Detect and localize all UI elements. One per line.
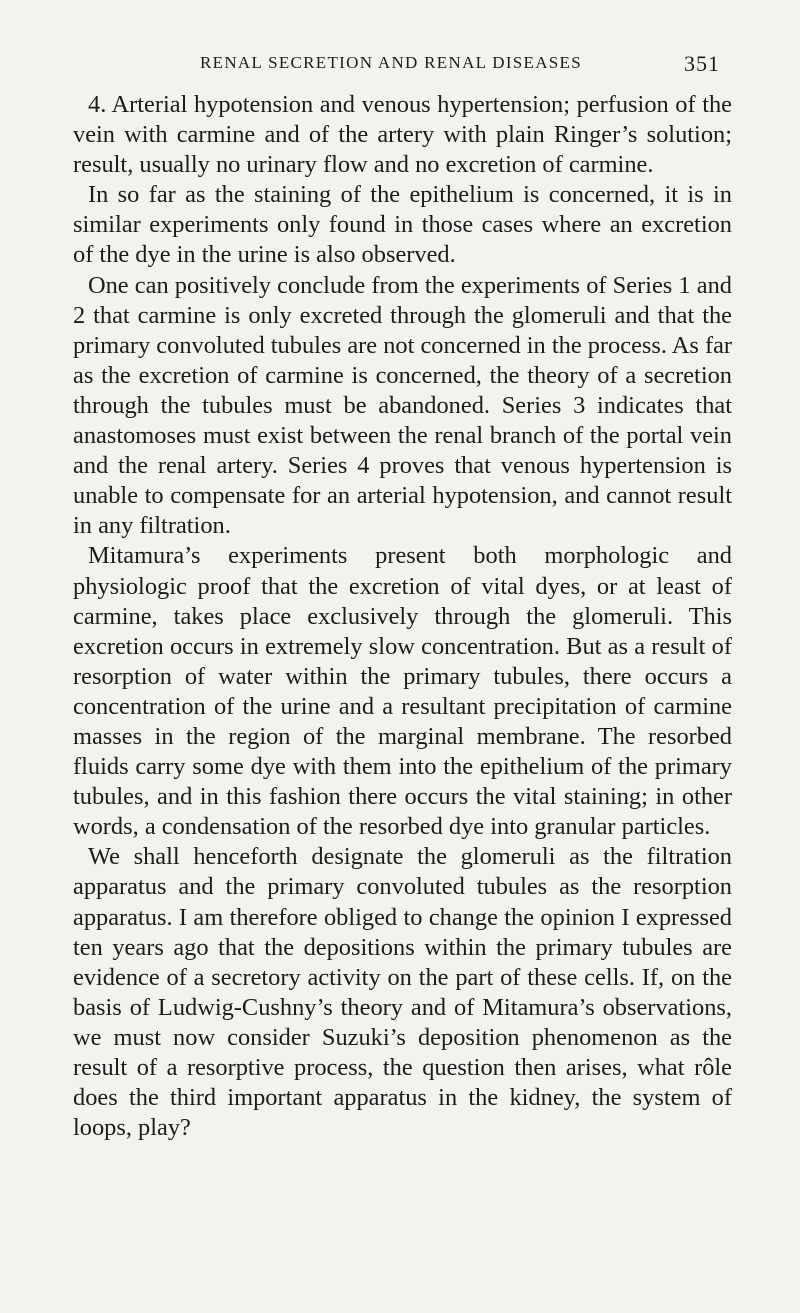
body-text (73, 90, 732, 1143)
page-number: 351 (684, 51, 720, 76)
paragraph-3: One can positively conclude from the experiments of Series 1 and 2 that carmine is only excreted through the glomeruli and that the primary convoluted tubules are not concerned in the process. As far as the excretion of carmine is concerned, the theory of a secretion through the tubules must be abandoned. Series 3 indicates that anastomoses must exist between the renal branch of the portal vein and the renal artery. Series 4 proves that venous hypertension is unable to compensate for an arterial hypotension, and cannot result in any filtration. (73, 271, 733, 540)
paragraph-2: In so far as the staining of the epithelium is concerned, it is in similar experiments only found in those cases where an excretion of the dye in the urine is also observed. (73, 181, 732, 269)
running-head: RENAL SECRETION AND RENAL DISEASES (200, 53, 582, 72)
paragraph-4: Mitamura’s experiments present both morphologic and physiologic proof that the excretion of vital dyes, or at least of carmine, takes place exclusively through the glomeruli. This excretion occurs in extremely slow concentration. But as a result of resorption of water within the primary tubules, there occurs a concentration of the urine and a resultant precipitation of carmine masses in the region of the marginal membrane. The resorbed fluids carry some dye with them into the epithelium of the primary tubules, and in this fashion there occurs the vital staining; in other words, a condensation of the resorbed dye into granular particles. (73, 542, 732, 841)
paragraph-1: 4. Arterial hypotension and venous hypertension; perfusion of the vein with carmine and of the artery with plain Ringer’s solution; result, usually no urinary flow and no excretion of carmine. (73, 91, 732, 179)
page-header (200, 53, 720, 79)
paragraph-5: We shall henceforth designate the glomeruli as the filtration apparatus and the primary convoluted tubules as the resorption apparatus. I am therefore obliged to change the opinion I expressed ten years ago that the depositions within the primary tubules are evidence of a secretory activity on the part of these cells. If, on the basis of Ludwig-Cushny’s theory and of Mitamura’s observations, we must now consider Suzuki’s deposition phenomenon as the result of a resorptive process, the question then arises, what rôle does the third important apparatus in the kidney, the system of loops, play? (73, 843, 732, 1142)
